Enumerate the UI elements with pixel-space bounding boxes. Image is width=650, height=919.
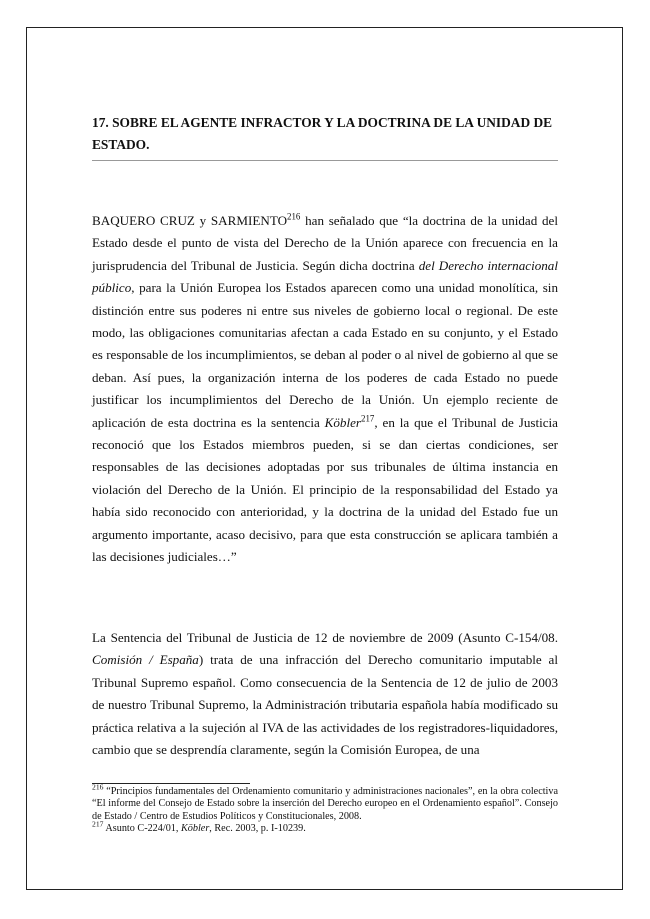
p1-italic-derecho-internacional: del Derecho internacional público: [92, 257, 558, 296]
heading-divider: [92, 160, 558, 161]
p2-text-1: La Sentencia del Tribunal de Justicia de 12 de noviembre de 2009 (Asunto C-154/08.: [92, 630, 558, 645]
footnote-216: [92, 782, 558, 823]
footnote-217: [92, 819, 558, 835]
footnote-216-text: “Principios fundamentales del Ordenamiento comunitario y administraciones nacionales”, en la obra colectiva “El informe del Consejo de Estado sobre la inserción del Derecho europeo en el Ordenamiento español”. Consejo de Estado / Centro de Estudios Políticos y Constitucionales, 2008.: [92, 786, 558, 822]
p1-text-2: han señalado que “la doctrina de la unidad del Estado desde el punto de vista del Derecho de la Unión aparece con frecuencia en la jurisprudencia del Tribunal de Justicia. Según dicha doctrina: [92, 213, 558, 273]
footnote-217-italic: Köbler: [180, 823, 210, 835]
paragraph-sentencia: [92, 627, 558, 761]
footnote-217-text-2: , Rec. 2003, p. I-10239.: [209, 823, 306, 835]
p1-text-4: , en la que el Tribunal de Justicia reconoció que los Estados miembros pueden, si se dan ciertas condiciones, ser responsables de las decisiones adoptadas por sus tribunales de última instancia en violación del Derecho de la Unión. El principio de la responsabilidad del Estado ya había sido reconocido con anterioridad, y la doctrina de la unidad del Estado fue un argumento importante, acaso decisivo, para que esta construcción se aplicara también a las decisiones judiciales…”: [92, 414, 558, 565]
p1-text-1: BAQUERO CRUZ y SARMIENTO: [92, 213, 288, 228]
footnote-separator: [92, 783, 250, 784]
footnote-ref-216[interactable]: 216: [287, 211, 301, 222]
footnote-217-text-1: Asunto C-224/01,: [103, 823, 181, 835]
footnote-217-number: 217: [92, 819, 104, 829]
p2-italic-comision-espana: Comisión / España: [92, 652, 199, 668]
p2-text-2: ) trata de una infracción del Derecho comunitario imputable al Tribunal Supremo español. Como consecuencia de la Sentencia de 12 de julio de 2003 de nuestro Tribunal Supremo, la Administración tributaria española había modificado su práctica relativa a la sujeción al IVA de las actividades de los registradores-liquidadores, cambio que se desprendía claramente, según la Comisión Europea, de una: [92, 652, 559, 758]
section-heading: 17. SOBRE EL AGENTE INFRACTOR Y LA DOCTRINA DE LA UNIDAD DE ESTADO.: [92, 115, 553, 152]
footnote-ref-217[interactable]: 217: [361, 413, 375, 424]
footnote-216-number: 216: [92, 782, 104, 792]
p1-text-3: , para la Unión Europea los Estados aparecen como una unidad monolítica, sin distinción entre sus poderes ni entre sus niveles de gobierno local o regional. De este modo, las obligaciones comunitarias afectan a cada Estado en su conjunto, y el Estado es responsable de los incumplimientos, se deban al poder o al nivel de gobierno al que se deban. Así pues, la organización interna de los poderes de cada Estado no puede justificar los incumplimientos del Derecho de la Unión. Un ejemplo reciente de aplicación de esta doctrina es la sentencia: [92, 280, 558, 430]
footnotes: [92, 782, 558, 836]
p1-italic-kobler: Köbler: [324, 414, 362, 430]
paragraph-quote: [92, 210, 558, 569]
